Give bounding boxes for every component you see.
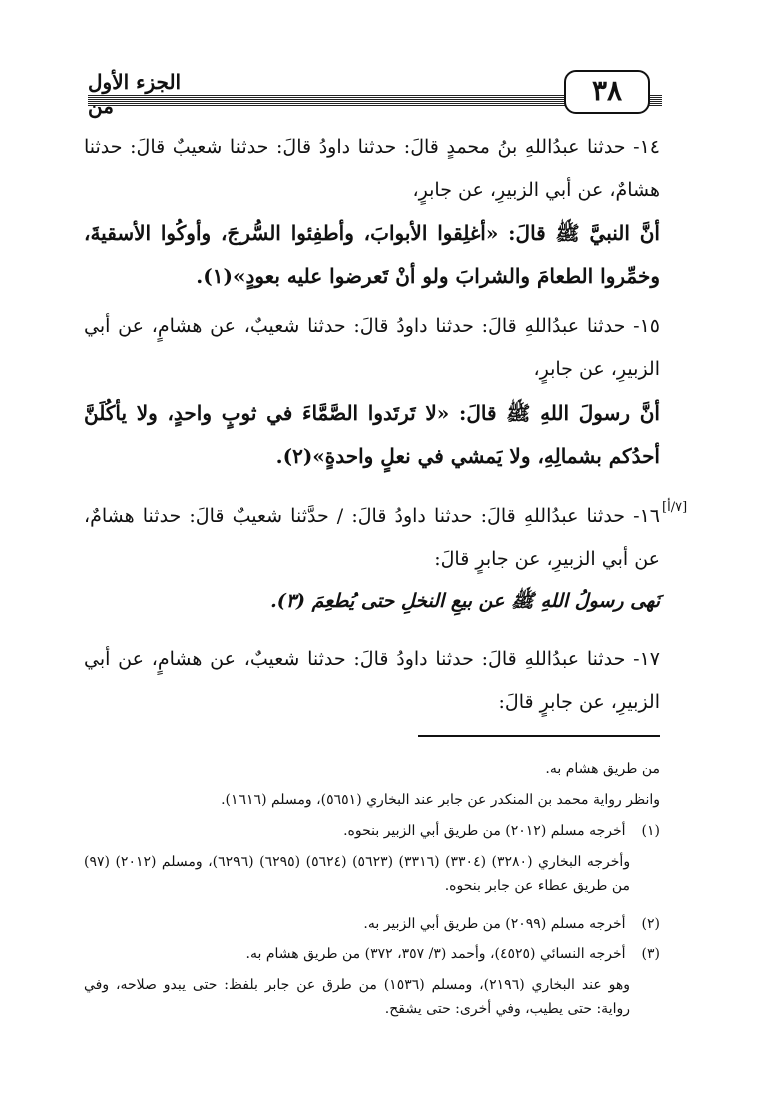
footnote-line — [84, 973, 660, 1021]
page-number: ٣٨ — [564, 70, 650, 114]
hadith-15-matn: أنَّ رسولَ اللهِ ﷺ قالَ: «لا تَرتَدوا الصَّمَّاءَ في ثوبٍ واحدٍ، ولا يأكُلَنَّ أحدُكم بشمالِهِ، ولا يَمشي في نعلٍ واحدةٍ»(٢). — [84, 401, 660, 468]
footnote-line — [84, 788, 660, 812]
hadith-14-isnad: ١٤- حدثنا عبدُاللهِ بنُ محمدٍ قالَ: حدثنا داودُ قالَ: حدثنا شعيبٌ قالَ: حدثنا هشامٌ، عن أبي الزبيرِ، عن جابرٍ، — [84, 136, 660, 201]
footnote-number: (٣) — [641, 946, 660, 962]
footnote-text: أخرجه مسلم (٢٠١٢) من طريق أبي الزبير بنحوه. — [343, 823, 626, 839]
footnote-text: أخرجه النسائي (٤٥٢٥)، وأحمد (٣/ ٣٥٧، ٣٧٢) من طريق هشام به. — [245, 946, 626, 962]
running-title: الجزء الأول من — [88, 70, 182, 118]
footnote-3 — [84, 942, 660, 966]
footnote-line — [84, 850, 660, 898]
footnote-text: من طريق هشام به. — [545, 761, 660, 777]
margin-folio-note: [٧/أ] — [662, 500, 688, 515]
footnote-text: وهو عند البخاري (٢١٩٦)، ومسلم (١٥٣٦) من طرق عن جابر بلفظ: حتى يبدو صلاحه، وفي رواية: حتى يطيب، وفي أخرى: حتى يشقح. — [84, 977, 630, 1017]
footnote-text: وانظر رواية محمد بن المنكدر عن جابر عند البخاري (٥٦٥١)، ومسلم (١٦١٦). — [221, 792, 660, 808]
footnote-1 — [84, 819, 660, 843]
hadith-14-matn: أنَّ النبيَّ ﷺ قالَ: «أغلِقوا الأبوابَ، وأطفِئوا السُّرجَ، وأوكُوا الأسقيةَ، وخمِّروا الطعامَ والشرابَ ولو أنْ تَعرضوا عليه بعودٍ»(١). — [84, 221, 660, 288]
page-header — [88, 62, 662, 118]
footnote-separator — [418, 735, 660, 737]
footnote-text: أخرجه مسلم (٢٠٩٩) من طريق أبي الزبير به. — [363, 916, 626, 932]
footnote-number: (١) — [641, 823, 660, 839]
footnote-text: وأخرجه البخاري (٣٢٨٠) (٣٣٠٤) (٣٣١٦) (٥٦٢٣) (٥٦٢٤) (٦٢٩٥) (٦٢٩٦)، ومسلم (٢٠١٢) (٩٧) من طريق عطاء عن جابر بنحوه. — [84, 854, 631, 894]
hadith-16-matn: نَهى رسولُ اللهِ ﷺ عن بيعِ النخلِ حتى يُطعِمَ (٣). — [270, 590, 660, 612]
footnote-line — [84, 757, 660, 781]
footnote-number: (٢) — [641, 916, 660, 932]
hadith-15-isnad: ١٥- حدثنا عبدُاللهِ قالَ: حدثنا داودُ قالَ: حدثنا شعيبٌ، عن هشامٍ، عن أبي الزبيرِ، عن جابرٍ، — [84, 315, 660, 380]
hadith-17-isnad: ١٧- حدثنا عبدُاللهِ قالَ: حدثنا داودُ قالَ: حدثنا شعيبٌ، عن هشامٍ، عن أبي الزبيرِ، عن جابرٍ قالَ: — [84, 648, 660, 713]
hadith-16-isnad: ١٦- حدثنا عبدُاللهِ قالَ: حدثنا داودُ قالَ: / حدَّثنا شعيبٌ قالَ: حدثنا هشامٌ، عن أبي الزبيرِ، عن جابرٍ قالَ: — [84, 505, 660, 570]
footnote-2 — [84, 912, 660, 936]
